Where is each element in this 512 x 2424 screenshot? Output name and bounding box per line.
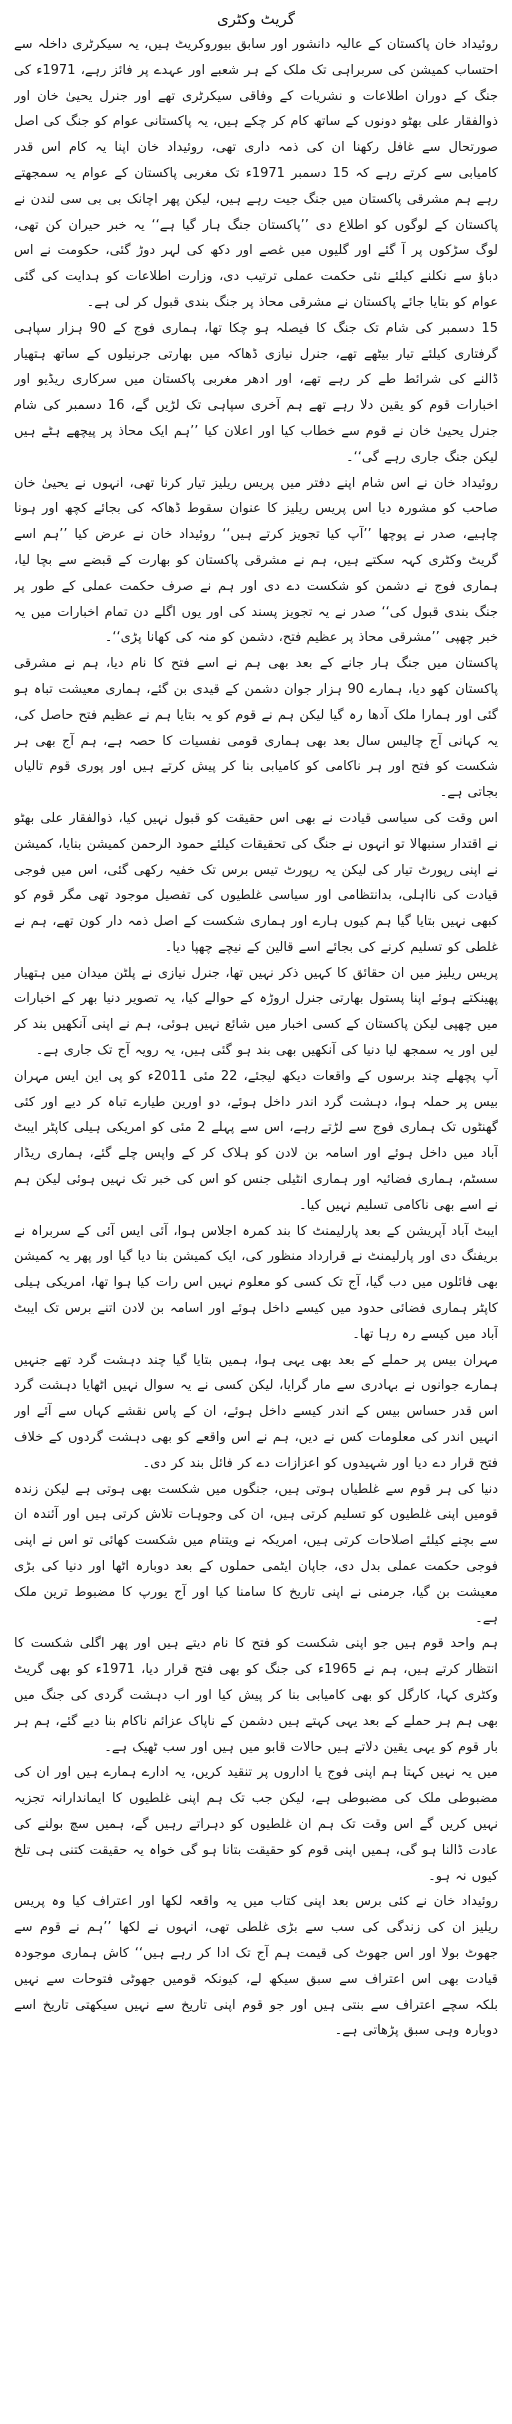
article-paragraph: ہم واحد قوم ہیں جو اپنی شکست کو فتح کا نام دیتے ہیں اور پھر اگلی شکست کا انتظار کرتے ہیں، ہم نے 1965ء کی جنگ کو بھی فتح قرار دیا، 1971ء کو بھی گریٹ وکٹری کہا، کارگل کو بھی کامیابی بنا کر پیش کیا اور اب دہشت گردی کی جنگ میں بھی ہم ہر حملے کے بعد یہی کہتے ہیں دشمن کے ناپاک عزائم ناکام بنا دیے گئے، ہم ہر بار قوم کو یہی یقین دلاتے ہیں حالات قابو میں ہیں اور سب ٹھیک ہے۔ xyxy=(14,1636,498,1755)
article-paragraph: مہران بیس پر حملے کے بعد بھی یہی ہوا، ہمیں بتایا گیا چند دہشت گرد تھے جنہیں ہمارے جوانوں نے بہادری سے مار گرایا، لیکن کسی نے یہ سوال نہیں اٹھایا دہشت گرد اس قدر حساس بیس کے اندر کیسے داخل ہوئے، ان کے پاس نقشے کہاں سے آئے اور انہیں اندر کی معلومات کس نے دیں، ہم نے اس واقعے کو بھی دہشت گردوں کے خلاف فتح قرار دے دیا اور شہیدوں کو اعزازات دے کر فائل بند کر دی۔ xyxy=(14,1352,498,1471)
article-paragraph: دنیا کی ہر قوم سے غلطیاں ہوتی ہیں، جنگوں میں شکست بھی ہوتی ہے لیکن زندہ قومیں اپنی غلطیوں کو تسلیم کرتی ہیں، ان کی وجوہات تلاش کرتی ہیں اور آئندہ ان سے بچنے کیلئے اصلاحات کرتی ہیں، امریکہ نے ویتنام میں شکست کھائی تو اس نے اپنی فوجی حکمت عملی بدل دی، جاپان ایٹمی حملوں کے بعد دوبارہ اٹھا اور دنیا کی بڑی معیشت بن گیا، جرمنی نے اپنی تاریخ کا سامنا کیا اور آج یورپ کا مضبوط ترین ملک ہے۔ xyxy=(14,1481,498,1626)
article-paragraph: روئیداد خان نے کئی برس بعد اپنی کتاب میں یہ واقعہ لکھا اور اعتراف کیا وہ پریس ریلیز ان کی زندگی کی سب سے بڑی غلطی تھی، انہوں نے لکھا ’’ہم نے قوم سے جھوٹ بولا اور اس جھوٹ کی قیمت ہم آج تک ادا کر رہے ہیں‘‘ کاش ہماری موجودہ قیادت بھی اس اعتراف سے سبق سیکھ لے، کیونکہ قومیں جھوٹی فتوحات سے نہیں بلکہ سچے اعتراف سے بنتی ہیں اور جو قوم اپنی تاریخ سے نہیں سیکھتی تاریخ اسے دوبارہ وہی سبق پڑھاتی ہے۔ xyxy=(14,1894,498,2039)
article-paragraph: آپ پچھلے چند برسوں کے واقعات دیکھ لیجئے، 22 مئی 2011ء کو پی این ایس مہران بیس پر حملہ ہوا، دہشت گرد اندر داخل ہوئے، دو اورین طیارے تباہ کر دیے اور کئی گھنٹوں تک ہماری فوج سے لڑتے رہے، اس سے پہلے 2 مئی کو امریکی ہیلی کاپٹر ایبٹ آباد میں داخل ہوئے اور اسامہ بن لادن کو ہلاک کر کے واپس چلے گئے، ہماری ریڈار سسٹم، ہماری فضائیہ اور ہماری انٹیلی جنس کو اس کی خبر تک نہیں ہوئی لیکن ہم نے اسے بھی ناکامی تسلیم نہیں کیا۔ xyxy=(14,1068,498,1213)
article-paragraph: ایبٹ آباد آپریشن کے بعد پارلیمنٹ کا بند کمرہ اجلاس ہوا، آئی ایس آئی کے سربراہ نے بریفنگ دی اور پارلیمنٹ نے قرارداد منظور کی، ایک کمیشن بنا دیا گیا اور پھر یہ کمیشن بھی فائلوں میں دب گیا، آج تک کسی کو معلوم نہیں اس رات کیا ہوا تھا، امریکی ہیلی کاپٹر ہماری فضائی حدود میں کیسے داخل ہوئے اور اسامہ بن لادن اتنے برس تک ایبٹ آباد میں کیسے رہ رہا تھا۔ xyxy=(14,1223,498,1342)
article-paragraph: میں یہ نہیں کہتا ہم اپنی فوج یا اداروں پر تنقید کریں، یہ ادارے ہمارے ہیں اور ان کی مضبوطی ملک کی مضبوطی ہے، لیکن جب تک ہم اپنی غلطیوں کا ایماندارانہ تجزیہ نہیں کریں گے اس وقت تک ہم ان غلطیوں کو دہراتے رہیں گے، ہمیں سچ بولنے کی عادت ڈالنا ہو گی، ہمیں اپنی قوم کو حقیقت بتانا ہو گی خواہ یہ حقیقت کتنی ہی تلخ کیوں نہ ہو۔ xyxy=(14,1765,498,1884)
article-body xyxy=(14,32,498,2412)
article-paragraph: پاکستان میں جنگ ہار جانے کے بعد بھی ہم نے اسے فتح کا نام دیا، ہم نے مشرقی پاکستان کھو دیا، ہمارے 90 ہزار جوان دشمن کے قیدی بن گئے، ہماری معیشت تباہ ہو گئی اور ہمارا ملک آدھا رہ گیا لیکن ہم نے قوم کو یہ بتایا ہم نے عظیم فتح حاصل کی، یہ کہانی آج چالیس سال بعد بھی ہماری قومی نفسیات کا حصہ ہے، ہم آج بھی ہر شکست کو فتح اور ہر ناکامی کو کامیابی بنا کر پیش کرتے ہیں اور پوری قوم تالیاں بجاتی ہے۔ xyxy=(14,656,498,801)
article-paragraph: اس وقت کی سیاسی قیادت نے بھی اس حقیقت کو قبول نہیں کیا، ذوالفقار علی بھٹو نے اقتدار سنبھالا تو انہوں نے جنگ کی تحقیقات کیلئے حمود الرحمن کمیشن بنایا، کمیشن نے اپنی رپورٹ تیار کی لیکن یہ رپورٹ تیس برس تک خفیہ رکھی گئی، اس میں فوجی قیادت کی نااہلی، بدانتظامی اور سیاسی غلطیوں کی تفصیل موجود تھی مگر قوم کو کبھی نہیں بتایا گیا ہم کیوں ہارے اور ہماری شکست کے اصل ذمہ دار کون تھے، ہم نے غلطی کو تسلیم کرنے کی بجائے اسے قالین کے نیچے چھپا دیا۔ xyxy=(14,810,498,955)
article-paragraph: پریس ریلیز میں ان حقائق کا کہیں ذکر نہیں تھا، جنرل نیازی نے پلٹن میدان میں ہتھیار پھینکتے ہوئے اپنا پستول بھارتی جنرل اروڑہ کے حوالے کیا، یہ تصویر دنیا بھر کے اخبارات میں چھپی لیکن پاکستان کے کسی اخبار میں شائع نہیں ہوئی، ہم نے اپنی آنکھیں بند کر لیں اور یہ سمجھ لیا دنیا کی آنکھیں بھی بند ہو گئی ہیں، یہ رویہ آج تک جاری ہے۔ xyxy=(14,965,498,1059)
article-paragraph: 15 دسمبر کی شام تک جنگ کا فیصلہ ہو چکا تھا، ہماری فوج کے 90 ہزار سپاہی گرفتاری کیلئے تیار بیٹھے تھے، جنرل نیازی ڈھاکہ میں بھارتی جرنیلوں کے ساتھ ہتھیار ڈالنے کی شرائط طے کر رہے تھے، اور ادھر مغربی پاکستان میں سرکاری ریڈیو اور اخبارات قوم کو یقین دلا رہے تھے ہم آخری سپاہی تک لڑیں گے، 16 دسمبر کی شام جنرل یحییٰ خان نے قوم سے خطاب کیا اور اعلان کیا ’’ہم ایک محاذ پر پیچھے ہٹے ہیں لیکن جنگ جاری رہے گی‘‘۔ xyxy=(14,320,498,465)
article-title: گریٹ وکٹری xyxy=(216,10,296,28)
article-paragraph: روئیداد خان نے اس شام اپنے دفتر میں پریس ریلیز تیار کرنا تھی، انہوں نے یحییٰ خان صاحب کو مشورہ دیا اس پریس ریلیز کا عنوان سقوط ڈھاکہ کی بجائے کچھ اور ہونا چاہیے، صدر نے پوچھا ’’آپ کیا تجویز کرتے ہیں‘‘ روئیداد خان نے عرض کیا ’’ہم اسے گریٹ وکٹری کہہ سکتے ہیں، ہم نے مشرقی پاکستان کو بھارت کے قبضے سے بچا لیا، ہماری فوج نے دشمن کو شکست دے دی اور ہم نے صرف حکمت عملی کے طور پر جنگ بندی قبول کی‘‘ صدر نے یہ تجویز پسند کی اور یوں اگلے دن تمام اخبارات میں یہ خبر چھپی ’’مشرقی محاذ پر عظیم فتح، دشمن کو منہ کی کھانا پڑی‘‘۔ xyxy=(14,475,498,646)
article-paragraph: روئیداد خان پاکستان کے عالیہ دانشور اور سابق بیوروکریٹ ہیں، یہ سیکرٹری داخلہ سے احتساب کمیشن کی سربراہی تک ملک کے ہر شعبے اور عہدے پر فائز رہے، 1971ء کی جنگ کے دوران اطلاعات و نشریات کے وفاقی سیکرٹری تھے اور جنرل یحییٰ خان اور ذوالفقار علی بھٹو دونوں کے ساتھ کام کر چکے ہیں، یہ پاکستانی عوام کو جنگ کی اصل صورتحال سے غافل رکھنا ان کی ذمہ داری تھی، روئیداد خان اپنا یہ کام اس قدر کامیابی سے کرتے رہے کہ 15 دسمبر 1971ء تک مغربی پاکستان کے عوام یہ سمجھتے رہے ہم مشرقی پاکستان میں جنگ جیت رہے ہیں، لیکن پھر اچانک بی بی سی لندن نے پاکستان کے لوگوں کو اطلاع دی ’’پاکستان جنگ ہار گیا ہے‘‘ یہ خبر حیران کن تھی، لوگ سڑکوں پر آ گئے اور گلیوں میں غصے اور دکھ کی لہر دوڑ گئی، حکومت نے اس دباؤ سے نکلنے کیلئے نئی حکمت عملی ترتیب دی، وزارت اطلاعات کو ہدایت کی گئی عوام کو بتایا جائے پاکستان نے مشرقی محاذ پر جنگ بندی قبول کر لی ہے۔ xyxy=(14,37,498,310)
